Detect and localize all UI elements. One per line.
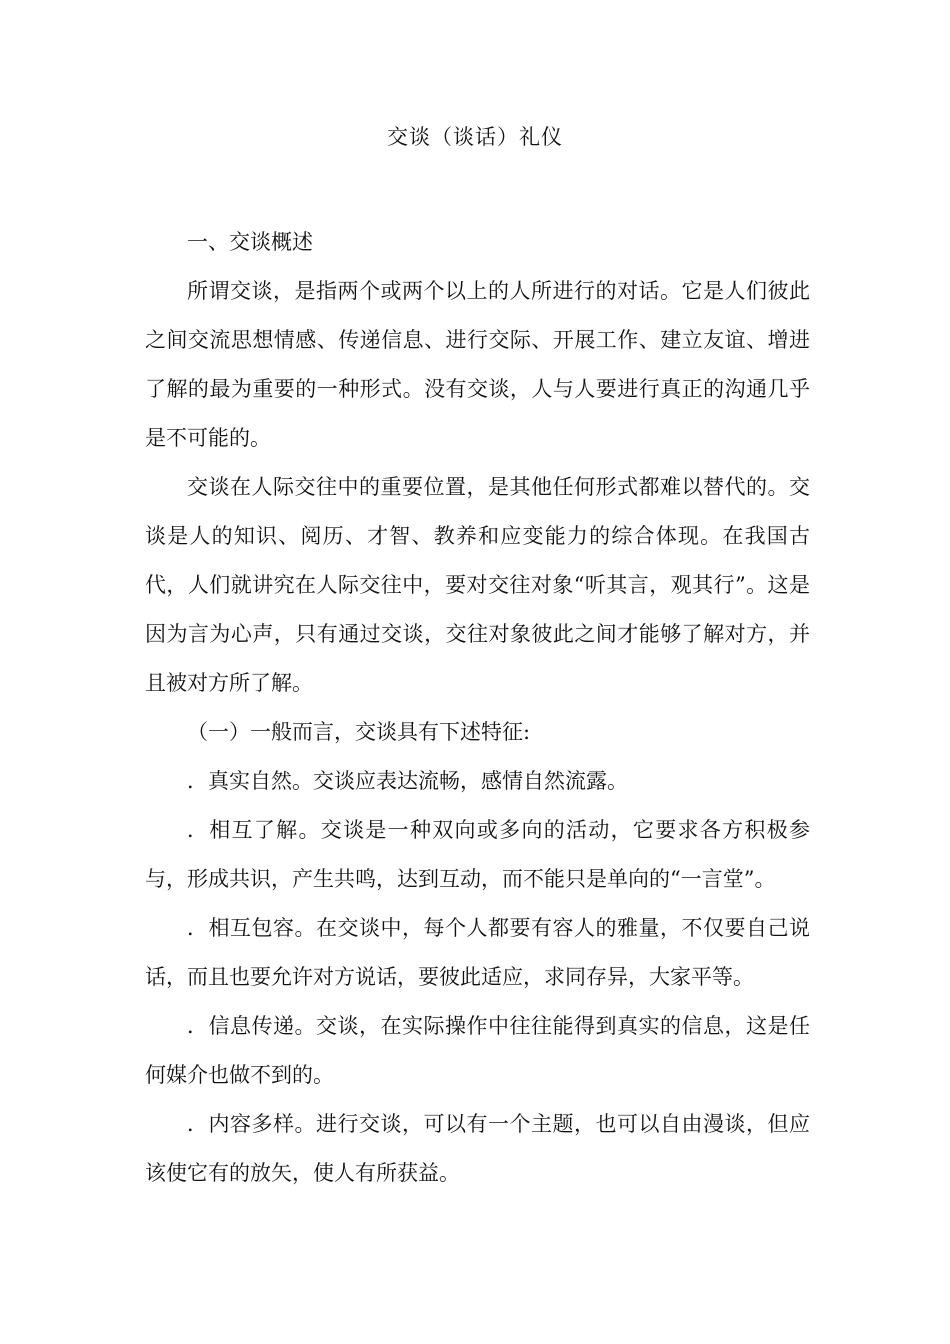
document-body (145, 218, 810, 1198)
paragraph: 交谈在人际交往中的重要位置，是其他任何形式都难以替代的。交谈是人的知识、阅历、才智、教养和应变能力的综合体现。在我国古代，人们就讲究在人际交往中，要对交往对象“听其言，观其行”。这是因为言为心声，只有通过交谈，交往对象彼此之间才能够了解对方，并且被对方所了解。 (145, 475, 810, 695)
list-item: ．相互了解。交谈是一种双向或多向的活动，它要求各方积极参与，形成共识，产生共鸣，达到互动，而不能只是单向的“一言堂”。 (145, 818, 810, 891)
list-item: ．相互包容。在交谈中，每个人都要有容人的雅量，不仅要自己说话，而且也要允许对方说话，要彼此适应，求同存异，大家平等。 (145, 916, 810, 989)
document-title: 交谈（谈话）礼仪 (387, 125, 563, 149)
list-item: ．真实自然。交谈应表达流畅，感情自然流露。 (187, 769, 628, 793)
list-item: ．内容多样。进行交谈，可以有一个主题，也可以自由漫谈，但应该使它有的放矢，使人有所获益。 (145, 1112, 810, 1185)
section-heading: 一、交谈概述 (187, 230, 313, 254)
paragraph: 所谓交谈，是指两个或两个以上的人所进行的对话。它是人们彼此之间交流思想情感、传递信息、进行交际、开展工作、建立友谊、增进了解的最为重要的一种形式。没有交谈，人与人要进行真正的沟通几乎是不可能的。 (145, 279, 810, 450)
sub-heading: （一）一般而言，交谈具有下述特征: (187, 720, 531, 744)
list-item: ．信息传递。交谈，在实际操作中往往能得到真实的信息，这是任何媒介也做不到的。 (145, 1014, 810, 1087)
